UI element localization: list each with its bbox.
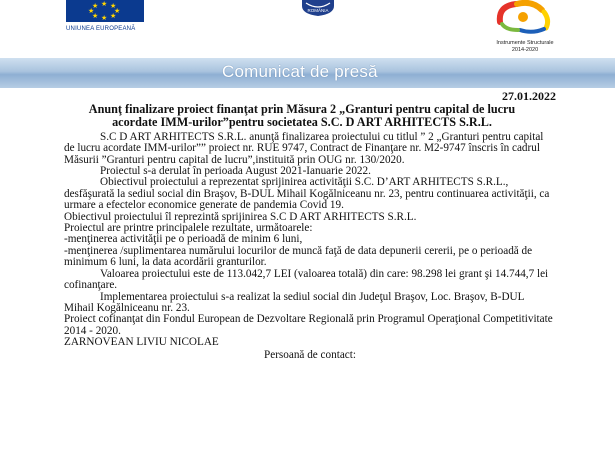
- paragraph-value: Valoarea proiectului este de 113.042,7 LEI (valoarea totală) din care: 98.298 lei grant şi 14.744,7 lei cofinanţare.: [64, 267, 549, 292]
- paragraph-results-intro: Proiectul are printre principalele rezultate, următoarele:: [64, 222, 313, 235]
- paragraph-cofinancing: Proiect cofinanţat din Fondul European de Dezvoltare Regională prin Programul Operaţional Competitivitate 2014 - 2020.: [64, 313, 553, 337]
- paragraph-objective: Obiectivul proiectului a reprezentat sprijinirea activităţii S.C. D’ART ARHITECTS S.R.L., desfăşurată la sediul social din Braşov, B-DUL Mihail Kogălniceanu nr. 23, pentru continuarea activităţii, ca urmare a efectelor economice generate de pandemia Covid 19.: [64, 176, 550, 212]
- banner-title: Comunicat de presă: [222, 62, 378, 81]
- romania-logo-text: ROMÂNIA: [307, 8, 329, 13]
- structural-instruments-icon: [470, 0, 580, 34]
- eu-flag-icon: ★ ★ ★ ★ ★ ★ ★ ★: [66, 0, 144, 22]
- signatory-name: ZARNOVEAN LIVIU NICOLAE: [64, 336, 219, 349]
- romania-coat-of-arms-logo: [300, 0, 336, 16]
- press-release-banner: [0, 58, 615, 88]
- contact-label: Persoană de contact:: [264, 348, 356, 361]
- paragraph-implementation: Implementarea proiectului s-a realizat la sediul social din Judeţul Braşov, Loc. Braşov, B-DUL Mihail Kogălniceanu nr. 23.: [64, 290, 525, 314]
- eu-logo: [66, 0, 144, 32]
- result-item: -menţinerea /suplimentarea numărului locurilor de muncă faţă de data depunerii cererii, pe o perioadă de minimum 6 luni, la data acordării granturilor.: [64, 244, 533, 269]
- document-date: 27.01.2022: [502, 89, 556, 103]
- paragraph-announcement: S.C D ART ARHITECTS S.R.L. anunţă finalizarea proiectului cu titlul ” 2 „Granturi pentru capital de lucru acordate IMM-urilor”” proiect nr. RUE 9747, Contract de Finanţare nr. M2-9747 înscris în cadrul Măsurii ”Granturi pentru capital de lucru”,instituită prin OUG nr. 130/2020.: [64, 130, 544, 166]
- paragraph-period: Proiectul s-a derulat în perioada August 2021-Ianuarie 2022.: [100, 165, 371, 178]
- structural-instruments-logo: [470, 0, 580, 54]
- document-headline: Anunţ finalizare proiect finanţat prin Măsura 2 „Granturi pentru capital de lucru acordate IMM-urilor”pentru societatea S.C. D ART ARHITECTS S.R.L.: [88, 102, 516, 130]
- result-item: -menţinerea activităţii pe o perioadă de minim 6 luni,: [64, 233, 303, 246]
- logo-strip: [0, 0, 615, 58]
- eu-logo-caption: UNIUNEA EUROPEANĂ: [66, 26, 136, 32]
- is-logo-caption-line2: 2014-2020: [511, 47, 539, 53]
- is-logo-caption-line1: Instrumente Structurale: [496, 40, 554, 46]
- press-release-body: [64, 90, 556, 361]
- paragraph-objective-summary: Obiectivul proiectului îl reprezintă sprijinirea S.C D ART ARHITECTS S.R.L.: [64, 210, 417, 223]
